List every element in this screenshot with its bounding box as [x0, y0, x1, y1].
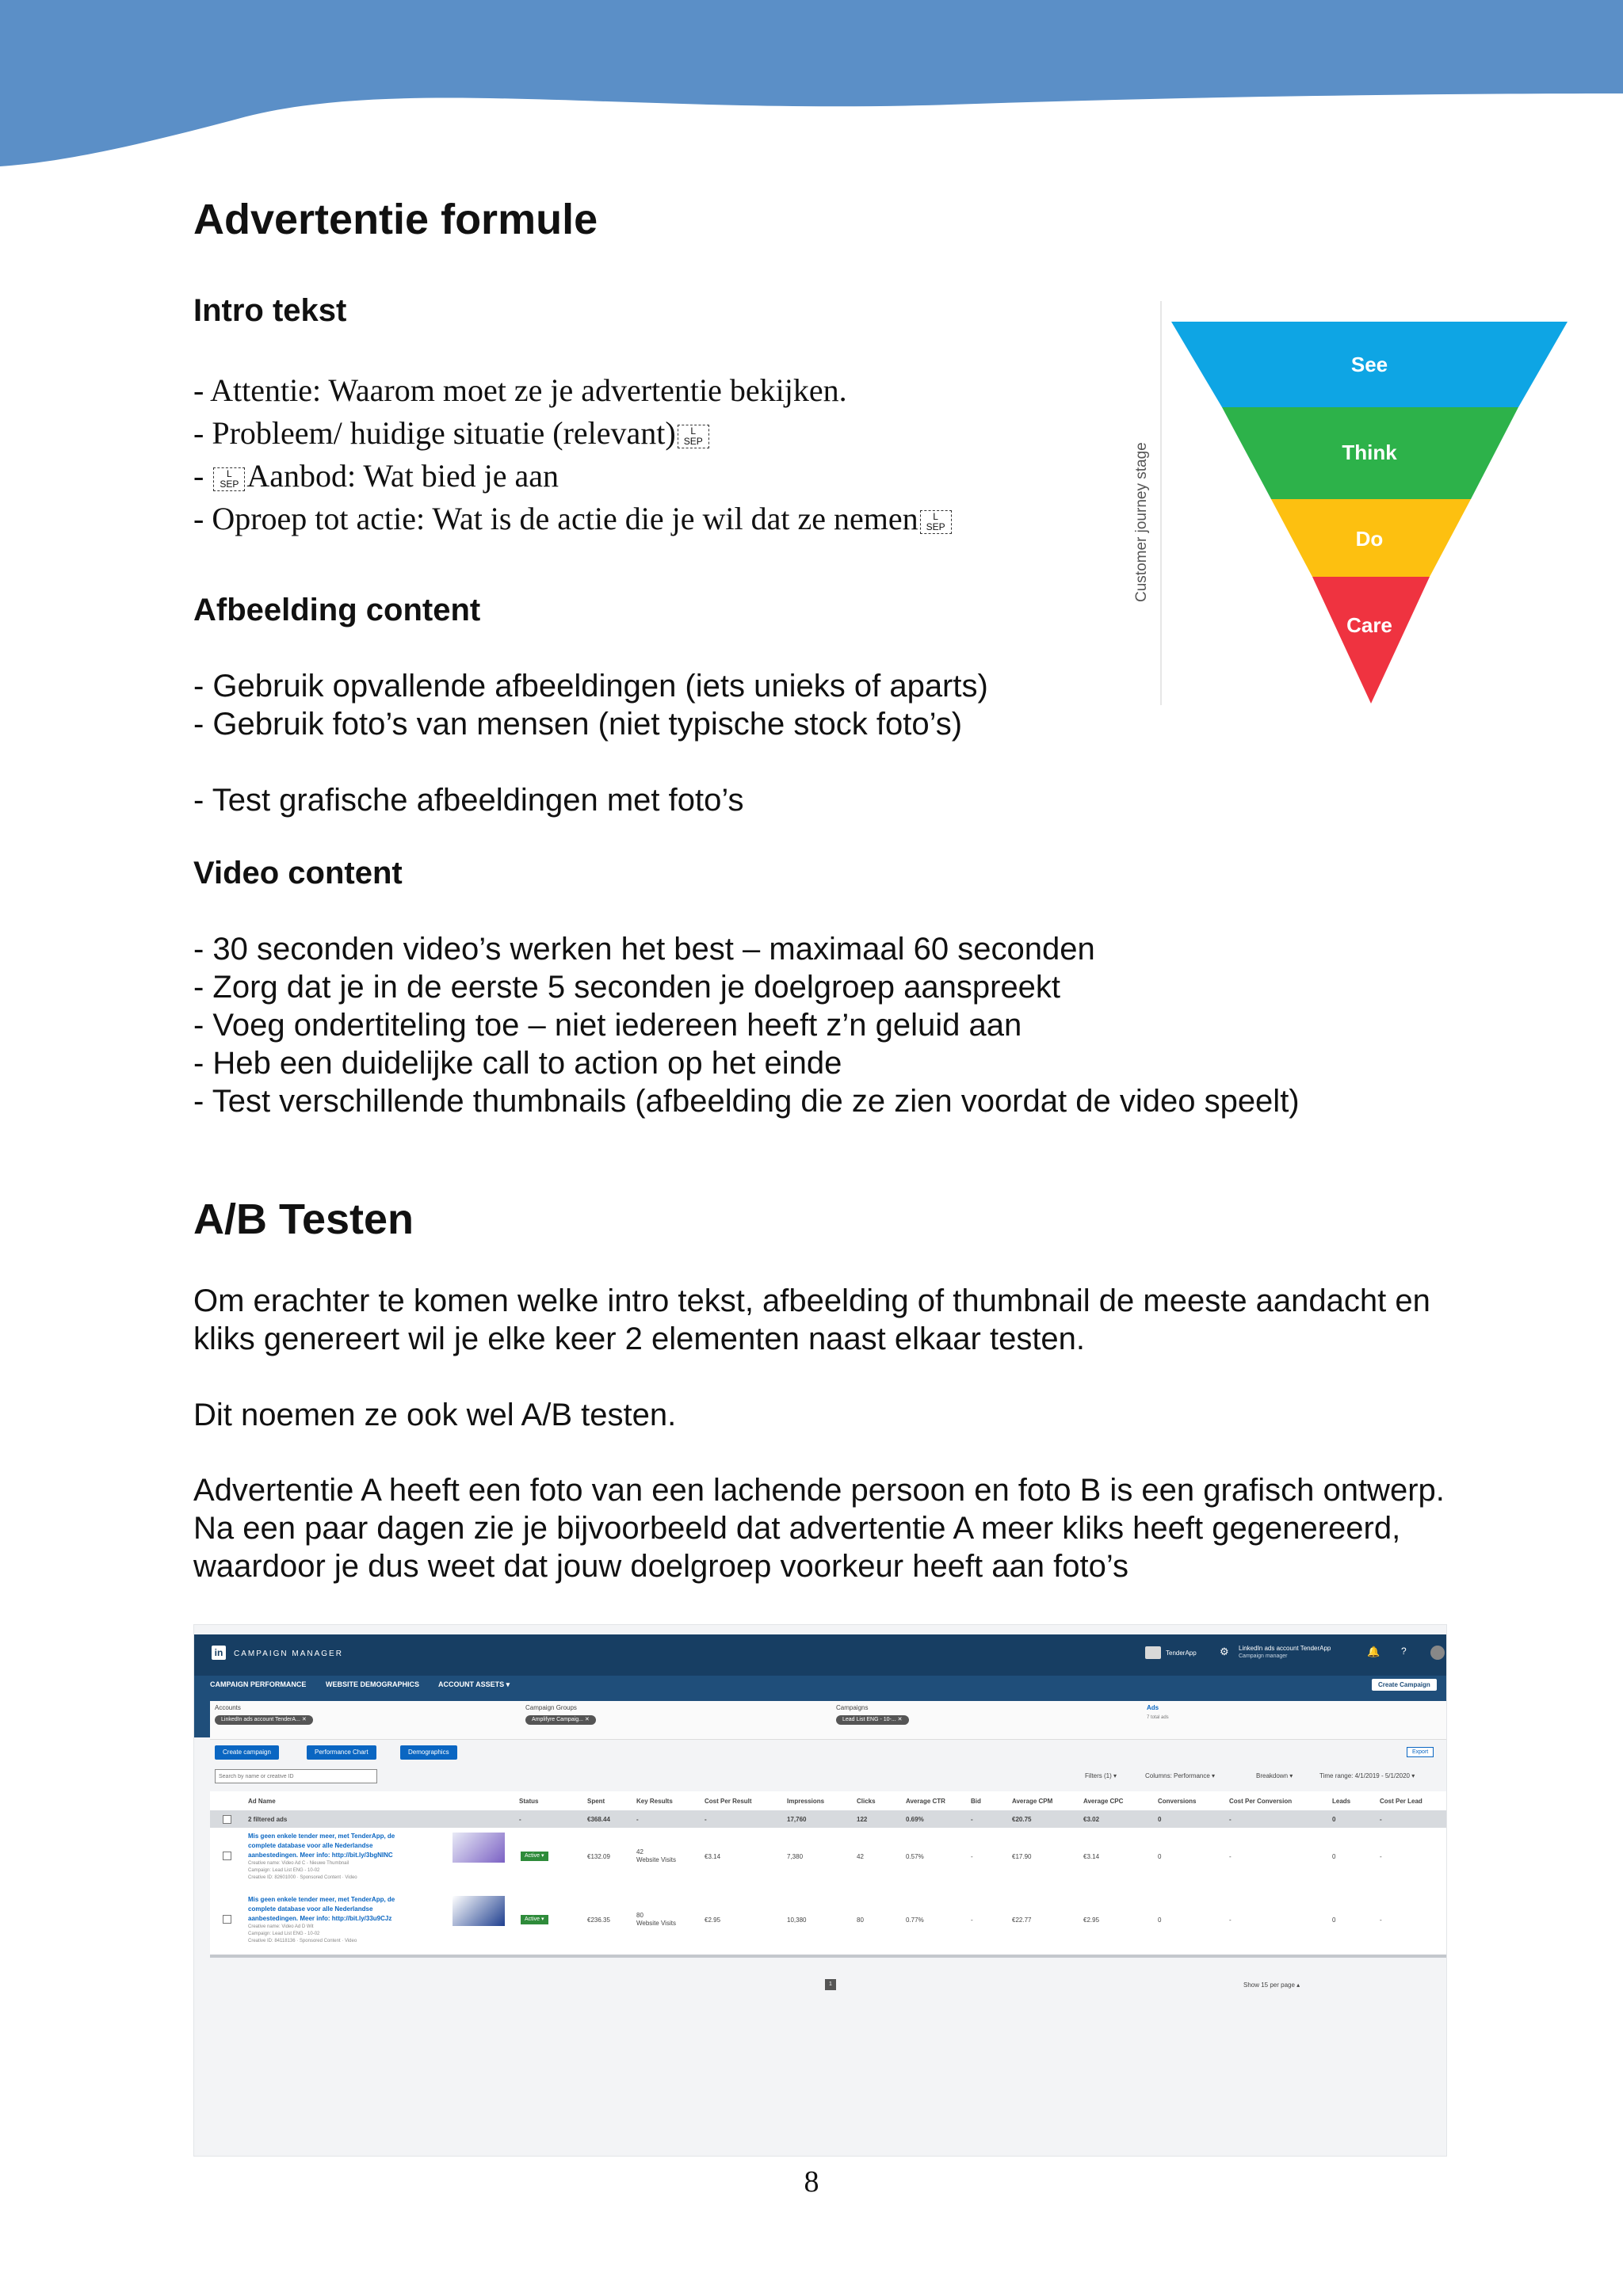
cell-bid: -	[971, 1853, 973, 1860]
sep-glyph: L SEP	[213, 467, 245, 491]
summary-cost-per-conversion: -	[1229, 1816, 1232, 1823]
col-leads[interactable]: Leads	[1332, 1798, 1351, 1805]
image-content-heading: Afbeelding content	[193, 593, 481, 627]
col-impressions[interactable]: Impressions	[787, 1798, 825, 1805]
cm-account-sub: Campaign manager	[1239, 1653, 1288, 1659]
row-checkbox[interactable]	[223, 1915, 231, 1924]
performance-chart-button[interactable]: Performance Chart	[307, 1745, 376, 1760]
cell-ctr: 0.57%	[906, 1853, 924, 1860]
summary-cpm: €20.75	[1012, 1816, 1032, 1823]
cm-topbar	[194, 1634, 1446, 1676]
cell-key-results: 80	[636, 1912, 643, 1919]
cell-cost-per-conversion: -	[1229, 1917, 1232, 1924]
video-content-item: - Voeg ondertiteling toe – niet iedereen heeft z’n geluid aan	[193, 1008, 1022, 1043]
cell-cost-per-result: €3.14	[705, 1853, 721, 1860]
ad-meta-line: Creative ID: 84118136 · Sponsored Content · Video	[248, 1939, 357, 1943]
create-campaign-button[interactable]: Create campaign	[215, 1745, 279, 1760]
columns-dropdown[interactable]: Columns: Performance ▾	[1145, 1772, 1216, 1779]
cm-breadcrumb	[210, 1701, 1446, 1740]
cell-conversions: 0	[1158, 1853, 1162, 1860]
cell-key-results-sub: Website Visits	[636, 1856, 676, 1863]
cell-cpc: €3.14	[1083, 1853, 1100, 1860]
create-campaign-top-button[interactable]: Create Campaign	[1372, 1679, 1437, 1691]
gear-icon[interactable]: ⚙	[1220, 1646, 1229, 1657]
cm-account-title[interactable]: LinkedIn ads account TenderApp	[1239, 1645, 1331, 1652]
campaign-manager-screenshot	[193, 1624, 1447, 2157]
col-spent[interactable]: Spent	[587, 1798, 605, 1805]
video-content-item: - Zorg dat je in de eerste 5 seconden je doelgroep aanspreekt	[193, 970, 1061, 1005]
ad-meta-line: Creative ID: 82601000 · Sponsored Content · Video	[248, 1875, 357, 1880]
col-average-cpm[interactable]: Average CPM	[1012, 1798, 1053, 1805]
ad-text-line[interactable]: complete database voor alle Nederlandse	[248, 1842, 373, 1849]
funnel-label-see: See	[1350, 353, 1388, 376]
breakdown-dropdown[interactable]: Breakdown ▾	[1256, 1772, 1293, 1779]
col-average-ctr[interactable]: Average CTR	[906, 1798, 945, 1805]
sep-glyph: L SEP	[678, 425, 709, 448]
intro-item-attention: - Attentie: Waarom moet ze je advertentie bekijken.	[193, 372, 847, 408]
header-wave	[0, 0, 1623, 182]
funnel-label-do: Do	[1355, 527, 1384, 551]
cell-spent: €236.35	[587, 1917, 610, 1924]
select-all-checkbox[interactable]	[223, 1815, 231, 1824]
nav-account-assets[interactable]: ACCOUNT ASSETS ▾	[438, 1680, 510, 1688]
cell-cost-per-lead: -	[1380, 1853, 1382, 1860]
demographics-button[interactable]: Demographics	[400, 1745, 457, 1760]
cm-brand: CAMPAIGN MANAGER	[234, 1650, 343, 1658]
cell-leads: 0	[1332, 1917, 1336, 1924]
intro-list	[193, 369, 953, 540]
linkedin-logo-icon: in	[212, 1646, 226, 1660]
ab-heading: A/B Testen	[193, 1196, 414, 1243]
cell-impressions: 10,380	[787, 1917, 807, 1924]
table-row	[210, 1828, 1446, 1892]
ad-meta-line: Campaign: Lead List ENG - 10-02	[248, 1932, 320, 1936]
ab-paragraph-1: Om erachter te komen welke intro tekst, afbeelding of thumbnail de meeste aandacht en kliks genereert wil je elke keer 2 elementen naast elkaar testen.	[193, 1283, 1430, 1356]
cell-bid: -	[971, 1917, 973, 1924]
nav-website-demographics[interactable]: WEBSITE DEMOGRAPHICS	[326, 1680, 420, 1688]
funnel-stage-care	[1312, 577, 1430, 704]
ad-thumbnail	[453, 1833, 505, 1863]
row-checkbox[interactable]	[223, 1852, 231, 1860]
cell-cpc: €2.95	[1083, 1917, 1100, 1924]
video-content-list	[193, 930, 1300, 1120]
pager-page-button[interactable]: 1	[825, 1979, 836, 1990]
per-page-dropdown[interactable]: Show 15 per page ▴	[1243, 1981, 1300, 1989]
col-bid[interactable]: Bid	[971, 1798, 981, 1805]
crumb-accounts[interactable]: Accounts	[215, 1704, 241, 1711]
video-content-heading: Video content	[193, 856, 403, 891]
intro-item-cta: - Oproep tot actie: Wat is de actie die je wil dat ze nemen L SEP	[193, 498, 953, 540]
page-number: 8	[804, 2165, 819, 2199]
intro-heading: Intro tekst	[193, 293, 347, 328]
cell-cpm: €22.77	[1012, 1917, 1032, 1924]
crumb-campaign-groups-chip[interactable]: Amplifyre Campaig... ✕	[525, 1715, 596, 1725]
col-ad-name[interactable]: Ad Name	[248, 1798, 276, 1805]
funnel-label-care: Care	[1346, 613, 1392, 637]
crumb-campaigns[interactable]: Campaigns	[836, 1704, 869, 1711]
image-content-item: - Test grafische afbeeldingen met foto’s	[193, 783, 744, 818]
crumb-campaign-groups[interactable]: Campaign Groups	[525, 1704, 577, 1711]
video-content-item: - Test verschillende thumbnails (afbeelding die ze zien voordat de video speelt)	[193, 1084, 1300, 1119]
cell-cost-per-result: €2.95	[705, 1917, 721, 1924]
cell-clicks: 42	[857, 1853, 864, 1860]
summary-bid: -	[971, 1816, 973, 1823]
summary-key-results: -	[636, 1816, 639, 1823]
ad-text-line[interactable]: aanbestedingen. Meer info: http://bit.ly/33u9CJz	[248, 1915, 392, 1922]
help-icon[interactable]: ?	[1401, 1646, 1407, 1657]
ad-text-line[interactable]: aanbestedingen. Meer info: http://bit.ly/3bgNINC	[248, 1852, 393, 1859]
summary-cost-per-result: -	[705, 1816, 707, 1823]
summary-cpc: €3.02	[1083, 1816, 1100, 1823]
image-content-list	[193, 667, 988, 819]
time-range-dropdown[interactable]: Time range: 4/1/2019 - 5/1/2020 ▾	[1319, 1772, 1415, 1779]
summary-clicks: 122	[857, 1816, 868, 1823]
summary-ctr: 0.69%	[906, 1816, 924, 1823]
summary-status: -	[519, 1816, 521, 1823]
table-row	[210, 1891, 1446, 1958]
export-button[interactable]: Export	[1407, 1747, 1434, 1757]
funnel-label-think: Think	[1342, 441, 1397, 464]
avatar[interactable]	[1430, 1646, 1445, 1660]
table-summary-row	[210, 1810, 1446, 1828]
cell-clicks: 80	[857, 1917, 864, 1924]
summary-impressions: 17,760	[787, 1816, 807, 1823]
image-content-item: - Gebruik foto’s van mensen (niet typische stock foto’s)	[193, 707, 963, 742]
col-clicks[interactable]: Clicks	[857, 1798, 876, 1805]
intro-item-offer: - L SEP Aanbod: Wat bied je aan	[193, 458, 559, 494]
video-content-item: - 30 seconden video’s werken het best – maximaal 60 seconden	[193, 932, 1095, 967]
ad-meta-line: Creative name: Video Ad C - Nieuwe Thumbnail	[248, 1861, 349, 1866]
cell-impressions: 7,380	[787, 1853, 804, 1860]
cell-cost-per-lead: -	[1380, 1917, 1382, 1924]
status-active[interactable]: Active ▾	[521, 1915, 548, 1924]
crumb-ads[interactable]: Ads	[1147, 1704, 1159, 1711]
cell-spent: €132.09	[587, 1853, 610, 1860]
sep-glyph: L SEP	[920, 510, 952, 534]
search-input[interactable]	[215, 1769, 377, 1783]
cell-cost-per-conversion: -	[1229, 1853, 1232, 1860]
crumb-accounts-chip[interactable]: LinkedIn ads account TenderA... ✕	[215, 1715, 313, 1725]
cell-ctr: 0.77%	[906, 1917, 924, 1924]
customer-journey-funnel	[1125, 301, 1601, 713]
summary-leads: 0	[1332, 1816, 1336, 1823]
col-conversions[interactable]: Conversions	[1158, 1798, 1197, 1805]
ab-paragraph-3: Advertentie A heeft een foto van een lachende persoon en foto B is een grafisch ontwerp. Na een paar dagen zie je bijvoorbeeld dat advertentie A meer kliks heeft gegenereerd, waardoor je dus weet dat jouw doelgroep voorkeur heeft aan foto’s	[193, 1473, 1445, 1584]
ad-text-line[interactable]: Mis geen enkele tender meer, met TenderApp, de	[248, 1833, 395, 1840]
summary-ad-name: 2 filtered ads	[248, 1816, 288, 1823]
ad-text-line[interactable]: complete database voor alle Nederlandse	[248, 1905, 373, 1913]
ad-thumbnail	[453, 1896, 505, 1926]
tenderapp-logo-icon	[1145, 1646, 1161, 1659]
crumb-campaigns-chip[interactable]: Lead List ENG - 10-... ✕	[836, 1715, 909, 1725]
crumb-ads-count: 7 total ads	[1147, 1715, 1169, 1720]
image-content-item: - Gebruik opvallende afbeeldingen (iets unieks of aparts)	[193, 669, 988, 704]
ad-text-line[interactable]: Mis geen enkele tender meer, met TenderApp, de	[248, 1896, 395, 1903]
summary-cost-per-lead: -	[1380, 1816, 1382, 1823]
cell-key-results: 42	[636, 1848, 643, 1855]
cell-cpm: €17.90	[1012, 1853, 1032, 1860]
ad-meta-line: Campaign: Lead List ENG - 10-02	[248, 1868, 320, 1873]
col-cost-per-lead[interactable]: Cost Per Lead	[1380, 1798, 1423, 1805]
funnel-axis-label: Customer journey stage	[1133, 442, 1150, 602]
filters-dropdown[interactable]: Filters (1) ▾	[1085, 1772, 1117, 1779]
intro-item-problem: - Probleem/ huidige situatie (relevant) L SEP	[193, 412, 953, 455]
col-cost-per-result[interactable]: Cost Per Result	[705, 1798, 752, 1805]
ad-meta-line: Creative name: Video Ad D Wit	[248, 1924, 314, 1929]
table-header	[210, 1791, 1446, 1811]
page-title: Advertentie formule	[193, 196, 598, 243]
cm-account-name[interactable]: TenderApp	[1166, 1650, 1197, 1657]
col-status[interactable]: Status	[519, 1798, 539, 1805]
summary-spent: €368.44	[587, 1816, 610, 1823]
status-active[interactable]: Active ▾	[521, 1852, 548, 1861]
cell-leads: 0	[1332, 1853, 1336, 1860]
col-cost-per-conversion[interactable]: Cost Per Conversion	[1229, 1798, 1293, 1805]
col-average-cpc[interactable]: Average CPC	[1083, 1798, 1124, 1805]
cell-key-results-sub: Website Visits	[636, 1920, 676, 1927]
bell-icon[interactable]: 🔔	[1367, 1646, 1381, 1657]
ab-paragraph-2: Dit noemen ze ook wel A/B testen.	[193, 1398, 677, 1432]
nav-campaign-performance[interactable]: CAMPAIGN PERFORMANCE	[210, 1680, 307, 1688]
summary-conversions: 0	[1158, 1816, 1162, 1823]
col-key-results[interactable]: Key Results	[636, 1798, 673, 1805]
cell-conversions: 0	[1158, 1917, 1162, 1924]
video-content-item: - Heb een duidelijke call to action op het einde	[193, 1046, 842, 1081]
